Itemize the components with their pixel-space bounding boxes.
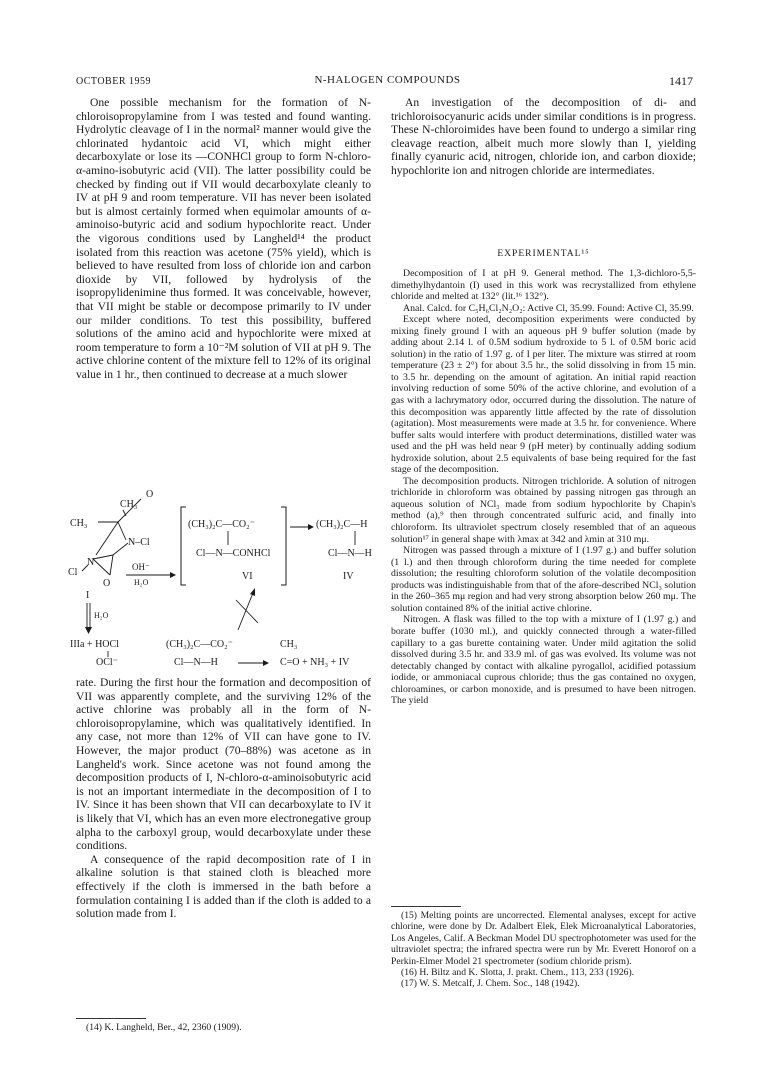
scheme-bottom-left: IIIa + HOCl — [70, 639, 119, 650]
scheme-o-top: O — [146, 489, 154, 500]
scheme-ocl-minus: OCl⁻ — [96, 657, 118, 668]
scheme-cl-n: Cl — [68, 567, 78, 578]
scheme-label-VI: VI — [242, 571, 253, 582]
left-paragraph-3: A consequence of the rapid decomposition rate of I in alkaline solution is that stained cloth is bleached more effectively if the cloth is immersed in the bath before a formulation containing I is added than if the cloth is added to a solution made from I. — [76, 852, 371, 921]
footnote-rule-right — [391, 906, 461, 907]
scheme-label-I: I — [86, 590, 90, 601]
experimental-p1: Decomposition of I at pH 9. General method. The 1,3-dichloro-5,5-dimethylhydantoin (I) used in this work was recrystallized from ethylene chloride and melted at 132° (lit.¹⁶ 132°). — [391, 268, 696, 303]
scheme-acetone: C=O + NH₃ + IV — [280, 657, 350, 668]
header-title: N-HALOGEN COMPOUNDS — [314, 74, 461, 86]
experimental-heading: EXPERIMENTAL¹⁵ — [497, 249, 590, 259]
reaction-scheme — [68, 485, 378, 670]
bracket-left — [181, 507, 186, 585]
footnote-16: (16) H. Biltz and K. Slotta, J. prakt. Chem., 113, 233 (1926). — [401, 967, 635, 979]
right-column-top — [391, 96, 696, 178]
header-date: OCTOBER 1959 — [76, 76, 151, 87]
scheme-h2o-1: H₂O — [134, 578, 149, 587]
scheme-bracket-bottom: Cl—N—CONHCl — [196, 548, 271, 559]
left-footnotes — [76, 1022, 371, 1033]
footnote-14: (14) K. Langheld, Ber., 42, 2360 (1909). — [86, 1022, 242, 1033]
left-column-bottom — [76, 676, 371, 921]
experimental-p3: Except where noted, decomposition experiments were conducted by mixing finely ground I with an aqueous pH 9 buffer solution (made by adding about 2.14 l. of 0.5M sodium hydroxide to 5 l. of 0.5M boric acid solution) in the ratio of 1.97 g. of I per liter. The mixture was stirred at room temperature (23 ± 2°) for about 3.5 hr., the solid dissolving in from 15 min. to 3.5 hr. depending on the amount of agitation. An initial rapid reaction involving reduction of some 50% of the active chlorine, and evolution of a gas with a lachrymatory odor, occurred during the dissolution. The nature of this decomposition was apparently little affected by the rate of dissolution (agitation). Most measurements were made at 3.5 hr. for convenience. Where buffer salts would interfere with product determinations, distilled water was used and the pH was held near 9 (pH meter) by continually adding sodium hydroxide solution, about 2.5 equivalents of base being required for the fast stage of the decomposition. — [391, 314, 696, 476]
footnote-17: (17) W. S. Metcalf, J. Chem. Soc., 148 (1942). — [401, 978, 580, 990]
footnote-15: (15) Melting points are uncorrected. Elemental analyses, except for active chlorine, were done by Dr. Adalbert Elek, Elek Microanalytical Laboratories, Los Angeles, Calif. A Beckman Model DU spectrophotometer was used for the ultraviolet spectra; the infrared spectra were run by Mr. Everett Honorof on a Perkin-Elmer Model 21 spectrometer (sodium chloride prism). — [391, 910, 696, 967]
experimental-p4: The decomposition products. Nitrogen trichloride. A solution of nitrogen trichloride in chloroform was obtained by passing nitrogen gas through an aqueous solution of NCl₃ made from sodium hypochlorite by Chapin's method (a),⁹ then through concentrated sulfuric acid, and finally into chloroform. Its ultraviolet spectrum closely resembled that of an aqueous solution¹⁷ in general shape with λmax at 342 and λmin at 310 mμ. — [391, 475, 696, 545]
experimental-p6: Nitrogen. A flask was filled to the top with a mixture of I (1.97 g.) and borate buffer (1030 ml.), and quickly connected through a water-filled capillary to a gas burette containing water. Under mild agitation the solid dissolved during 3.5 hr. and 33.9 ml. of gas was evolved. Its volume was not detectably changed by contact with alkaline pyrogallol, acidified potassium iodide, or ammoniacal cuprous chloride; thus the gas contained no oxygen, chloroamines, or carbon monoxide, and is presumed to have been nitrogen. The yield — [391, 614, 696, 707]
experimental-body — [391, 268, 696, 707]
left-column-top — [76, 96, 371, 381]
footnote-rule-left — [76, 1018, 146, 1019]
right-paragraph-1: An investigation of the decomposition of di- and trichloroisocyanuric acids under similar conditions is in progress. These N-chloroimides have been found to undergo a similar ring cleavage reaction, albeit much more slowly than I, yielding finally cyanuric acid, nitrogen, chloride ion, and carbon dioxide; hypochlorite ion and nitrogen chloride are intermediates. — [391, 96, 696, 177]
scheme-ch3-a: CH₃ — [280, 639, 298, 650]
scheme-ch3-top: CH₃ — [120, 499, 138, 510]
scheme-vii-top: (CH₃)₂C—CO₂⁻ — [166, 639, 233, 650]
experimental-section — [391, 249, 696, 259]
scheme-n-lower: N — [87, 557, 95, 568]
page-number: 1417 — [669, 74, 693, 88]
experimental-p2: Anal. Calcd. for C₅H₆Cl₂N₂O₂: Active Cl, 35.99. Found: Active Cl, 35.99. — [403, 302, 694, 314]
scheme-vii-bottom: Cl—N—H — [174, 657, 218, 668]
left-paragraph-1: One possible mechanism for the formation of N-chloroisopropylamine from I was tested and found wanting. Hydrolytic cleavage of I in the normal² manner would give the chlorinated hydantoic acid VI, which might either decarboxylate or lose its —CONHCl group to form N-chloro-α-amino-isobutyric acid (VII). The latter possibility could be checked by finding out if VII would decarboxylate cleanly to IV at pH 9 and room temperature. VII has never been isolated but is almost certainly formed when equimolar amounts of α-aminoiso-butyric acid and sodium hypochlorite react. Under the vigorous conditions used by Langheld¹⁴ the product isolated from this reaction was acetone (75% yield), which is believed to have resulted from loss of chloride ion and carbon dioxide by VII, followed by hydrolysis of the isopropylidenimine thus formed. It was conceivable, however, that VII might be stable or decompose primarily to IV under our milder conditions. To test this possibility, buffered solutions of the amino acid and hypochlorite were mixed at room temperature to form a 10⁻²M solution of VII at pH 9. The active chlorine content of the mixture fell to 12% of its original value in 1 hr., then continued to decrease at a much slower — [76, 96, 371, 381]
experimental-p5: Nitrogen was passed through a mixture of I (1.97 g.) and buffer solution (1 l.) and then through chloroform during the time needed for complete dissolution; the resulting chloroform solution of the volatile decomposition products was indistinguishable from that of the afore-described NCl₃ solution in the 260–365 mμ region and had very strong absorption below 260 mμ. The solution contained 8% of the initial active chlorine. — [391, 545, 696, 614]
left-paragraph-2: rate. During the first hour the formation and decomposition of VII was apparently complete, and the surviving 12% of the active chlorine was probably all in the form of N-chloroisopropylamine, which was qualitatively identified. In any case, not more than 12% of VII can have gone to IV. However, the major product (70–88%) was acetone as in Langheld's work. Since acetone was not found among the decomposition products of I, N-chloro-α-aminoisobutyric acid is not an important intermediate in the decomposition of I to IV. Since it has been shown that VII can decarboxylate to IV it is likely that VI, which has an even more electronegative group alpha to the carboxyl group, would decarboxylate under these conditions. — [76, 676, 371, 853]
scheme-n-cl: N–Cl — [128, 537, 150, 548]
scheme-bracket-top: (CH₃)₂C—CO₂⁻ — [188, 519, 255, 530]
scheme-iv-bottom: Cl—N—H — [328, 548, 372, 559]
bracket-right — [281, 507, 286, 585]
right-footnotes — [391, 910, 696, 990]
scheme-h2o-2: H₂O — [94, 611, 109, 620]
scheme-ch3-left: CH₃ — [70, 518, 88, 529]
scheme-oh-minus: OH⁻ — [132, 562, 150, 572]
scheme-o-lower: O — [103, 578, 111, 589]
scheme-iv-top: (CH₃)₂C—H — [316, 519, 368, 530]
scheme-label-IV: IV — [343, 571, 354, 582]
